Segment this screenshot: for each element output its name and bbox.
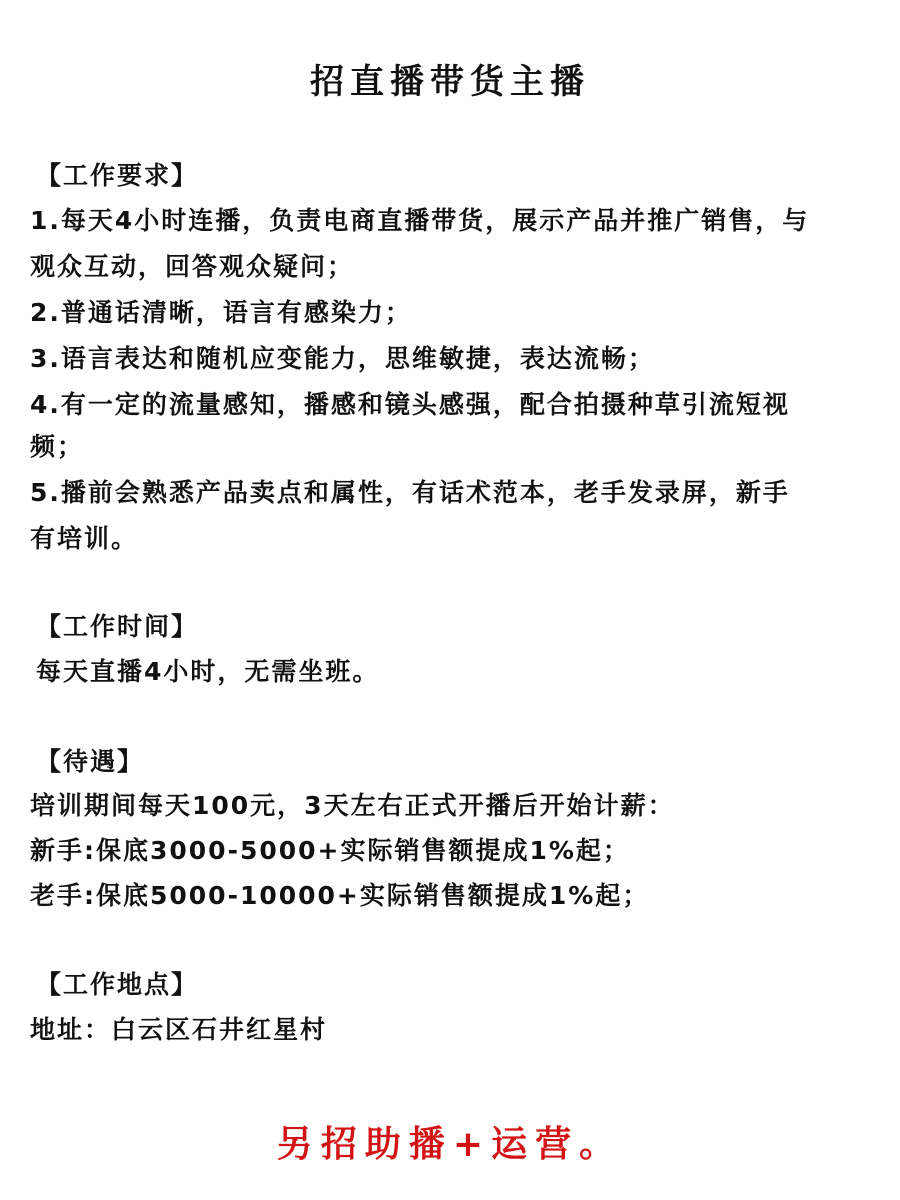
location-address: 地址：白云区石井红星村: [30, 1015, 328, 1044]
benefit-line-newcomer: 新手:保底3000-5000+实际销售额提成1%起；: [30, 836, 630, 865]
section-heading-benefits: 【待遇】: [36, 747, 145, 776]
section-heading-location: 【工作地点】: [36, 970, 199, 999]
requirement-line-3: 3.语言表达和随机应变能力，思维敏捷，表达流畅；: [30, 344, 655, 373]
benefit-line-training: 培训期间每天100元，3天左右正式开播后开始计薪：: [30, 791, 675, 820]
requirement-line-4: 4.有一定的流量感知，播感和镜头感强，配合拍摄种草引流短视: [30, 390, 790, 419]
requirement-line-5-cont: 有培训。: [30, 524, 139, 553]
footer-notice: 另招助播+运营。: [276, 1124, 624, 1165]
requirement-line-4-cont: 频；: [30, 432, 85, 461]
requirement-line-1: 1.每天4小时连播，负责电商直播带货，展示产品并推广销售，与: [30, 206, 810, 235]
requirement-line-2: 2.普通话清晰，语言有感染力；: [30, 298, 412, 327]
benefit-line-veteran: 老手:保底5000-10000+实际销售额提成1%起；: [30, 881, 650, 910]
section-heading-work-time: 【工作时间】: [36, 612, 199, 641]
section-heading-requirements: 【工作要求】: [36, 161, 199, 190]
requirement-line-1-cont: 观众互动，回答观众疑问；: [30, 252, 355, 281]
work-time-text: 每天直播4小时，无需坐班。: [36, 657, 380, 686]
page-title: 招直播带货主播: [310, 62, 590, 102]
requirement-line-5: 5.播前会熟悉产品卖点和属性，有话术范本，老手发录屏，新手: [30, 478, 790, 507]
